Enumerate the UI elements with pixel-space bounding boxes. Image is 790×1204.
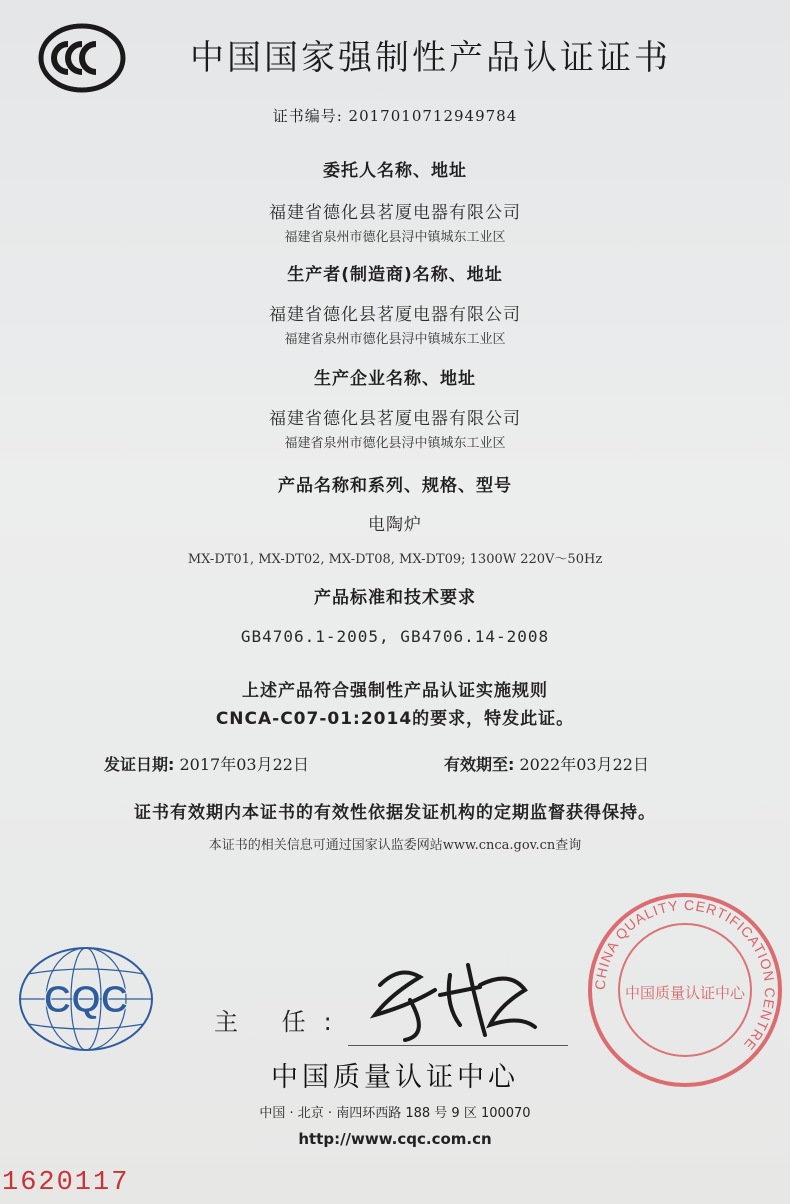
director-label: 主 任:: [214, 1008, 350, 1036]
product-models: MX-DT01, MX-DT02, MX-DT08, MX-DT09; 1300W 220V～50Hz: [187, 552, 603, 567]
certificate-number: 证书编号: 2017010712949784: [272, 107, 518, 125]
manufacturer-heading: 生产者(制造商)名称、地址: [287, 265, 503, 285]
issue-date-label: 发证日期:: [104, 755, 175, 774]
manufacturer-address: 福建省泉州市德化县浔中镇城东工业区: [284, 332, 506, 347]
applicant-name: 福建省德化县茗厦电器有限公司: [269, 203, 521, 223]
factory-heading: 生产企业名称、地址: [314, 369, 476, 389]
issue-date-row: [104, 752, 309, 775]
signature-line: [348, 1045, 568, 1046]
product-name: 电陶炉: [368, 515, 422, 535]
standards-heading: 产品标准和技术要求: [314, 588, 476, 608]
expiry-date: 2022年03月22日: [519, 755, 649, 774]
expiry-date-label: 有效期至:: [444, 755, 515, 774]
serial-number: 1620117: [2, 1168, 130, 1198]
statement-line-1: 上述产品符合强制性产品认证实施规则: [242, 681, 548, 701]
ccc-logo: [38, 22, 126, 94]
validity-note: 证书有效期内本证书的有效性依据发证机构的定期监督获得保持。: [134, 803, 656, 823]
factory-address: 福建省泉州市德化县浔中镇城东工业区: [284, 436, 506, 451]
director-signature: [350, 955, 550, 1045]
issuer-address: 中国 · 北京 · 南四环西路 188 号 9 区 100070: [259, 1106, 531, 1121]
issuer-name: 中国质量认证中心: [271, 1062, 519, 1093]
manufacturer-name: 福建省德化县茗厦电器有限公司: [269, 305, 521, 325]
certificate-title: 中国国家强制性产品认证证书: [190, 38, 671, 78]
ccc-logo-text: CCC: [82, 92, 85, 93]
applicant-address: 福建省泉州市德化县浔中镇城东工业区: [284, 230, 506, 245]
issuer-url[interactable]: http://www.cqc.com.cn: [298, 1130, 492, 1148]
cqc-logo-text: CQC: [43, 979, 129, 1021]
standards-value: GB4706.1-2005, GB4706.14-2008: [240, 627, 550, 646]
issue-date: 2017年03月22日: [179, 755, 309, 774]
query-note: 本证书的相关信息可通过国家认监委网站www.cnca.gov.cn查询: [208, 838, 582, 853]
seal-inner-text: 中国质量认证中心: [624, 984, 746, 1002]
factory-name: 福建省德化县茗厦电器有限公司: [269, 409, 521, 429]
applicant-heading: 委托人名称、地址: [323, 161, 467, 181]
expiry-date-row: [444, 752, 649, 775]
seal-outer-text: CHINA QUALITY CERTIFICATION CENTRE: [591, 896, 779, 1054]
product-heading: 产品名称和系列、规格、型号: [278, 476, 512, 496]
cqc-logo: [16, 944, 156, 1054]
statement-line-2: CNCA-C07-01:2014的要求，特发此证。: [215, 709, 575, 729]
